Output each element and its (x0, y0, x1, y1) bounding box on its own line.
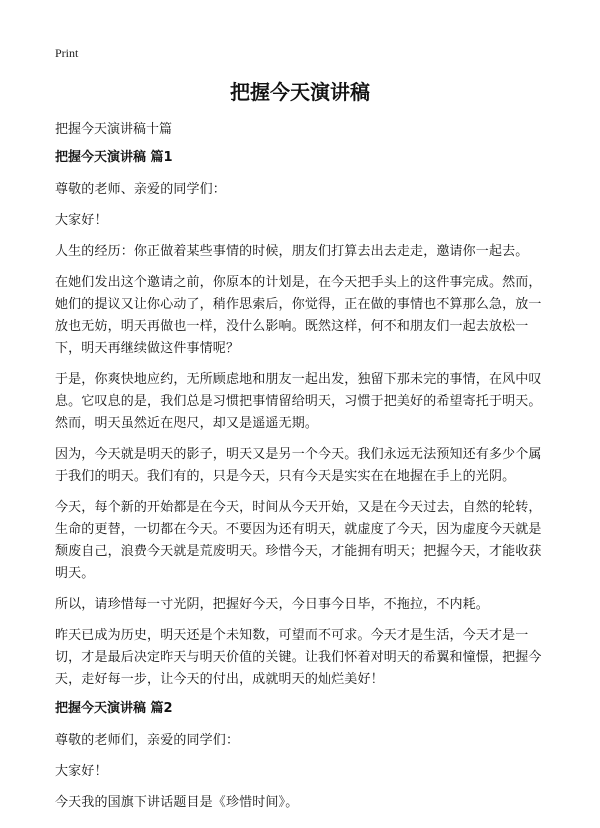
print-link[interactable]: Print (55, 46, 79, 60)
section-heading-1: 把握今天演讲稿 篇1 (55, 150, 173, 165)
document-body (55, 121, 547, 823)
paragraph: 人生的经历：你正做着某些事情的时候，朋友们打算去出去走走，邀请你一起去。 (55, 244, 529, 259)
paragraph: 所以，请珍惜每一寸光阴，把握好今天，今日事今日毕，不拖拉，不内耗。 (55, 597, 489, 612)
paragraph: 昨天已成为历史，明天还是个未知数，可望而不可求。今天才是生活，今天才是一切，才是最后决定昨天与明天价值的关键。让我们怀着对明天的希翼和憧憬，把握今天，走好每一步，让今天的付出，成就明天的灿烂美好！ (55, 628, 542, 687)
paragraph: 今天，每个新的开始都是在今天，时间从今天开始，又是在今天过去，自然的轮转，生命的更替，一切都在今天。不要因为还有明天，就虚度了今天，因为虚度今天就是颓废自己，浪费今天就是荒废明天。珍惜今天，才能拥有明天；把握今天，才能收获明天。 (55, 500, 542, 581)
page-title: 把握今天演讲稿 (230, 80, 370, 104)
paragraph: 今天我的国旗下讲话题目是《珍惜时间》。 (55, 795, 299, 810)
paragraph: 因为，今天就是明天的影子，明天又是另一个今天。我们永远无法预知还有多少个属于我们的明天。我们有的，只是今天，只有今天是实实在在地握在手上的光阴。 (55, 447, 542, 484)
paragraph: 大家好！ (55, 213, 108, 228)
paragraph: 尊敬的老师、亲爱的同学们： (55, 182, 226, 197)
section-heading-2: 把握今天演讲稿 篇2 (55, 701, 173, 716)
paragraph: 大家好！ (55, 764, 108, 779)
paragraph: 在她们发出这个邀请之前，你原本的计划是，在今天把手头上的这件事完成。然而，她们的提议又让你心动了，稍作思索后，你觉得，正在做的事情也不算那么急，放一放也无妨，明天再做也一样，没什么影响。既然这样，何不和朋友们一起去放松一下，明天再继续做这件事情呢？ (55, 275, 542, 356)
paragraph: 尊敬的老师们，亲爱的同学们： (55, 733, 240, 748)
paragraph: 于是，你爽快地应约，无所顾虑地和朋友一起出发，独留下那未完的事情，在风中叹息。它叹息的是，我们总是习惯把事情留给明天，习惯于把美好的希望寄托于明天。然而，明天虽然近在咫尺，却又是遥遥无期。 (55, 372, 542, 431)
document-subtitle: 把握今天演讲稿十篇 (55, 122, 173, 137)
